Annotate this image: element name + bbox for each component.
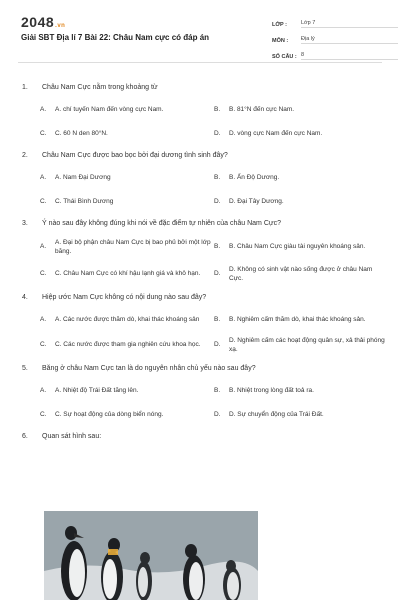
logo-sub: .vn <box>55 23 66 29</box>
question-5 <box>18 364 382 432</box>
option-text: B. 81°N đến cực Nam. <box>229 105 295 113</box>
option-letter: D. <box>214 129 221 137</box>
option-a[interactable] <box>40 103 212 117</box>
option-a[interactable] <box>40 384 212 398</box>
question-number: 6. <box>22 433 28 440</box>
option-b[interactable] <box>214 239 386 256</box>
option-d[interactable] <box>214 195 386 209</box>
meta-label: MÔN : <box>272 38 289 44</box>
option-c[interactable] <box>40 337 212 354</box>
meta-value: Địa lý <box>301 36 398 44</box>
page-header <box>18 0 382 63</box>
option-text: C. Sự hoạt động của dòng biển nóng. <box>55 410 164 418</box>
question-text: Băng ở châu Nam Cực tan là do nguyên nhân chủ yếu nào sau đây? <box>42 365 256 372</box>
option-letter: C. <box>40 129 47 137</box>
question-3 <box>18 219 382 293</box>
question-text: Quan sát hình sau: <box>42 433 102 440</box>
option-letter: B. <box>214 315 221 323</box>
option-text: A. Đại bộ phận châu Nam Cực bị bao phủ bởi một lớp băng. <box>55 239 211 255</box>
option-text: A. Nhiệt độ Trái Đất tăng lên. <box>55 386 139 394</box>
option-text: C. Châu Nam Cực có khí hậu lạnh giá và khô hạn. <box>55 270 201 278</box>
penguin-photo-image <box>44 511 258 600</box>
question-number: 4. <box>22 294 28 301</box>
option-letter: D. <box>214 270 221 278</box>
question-1 <box>18 83 382 151</box>
options-grid <box>18 239 382 293</box>
option-letter: C. <box>40 341 47 349</box>
option-c[interactable] <box>40 408 212 422</box>
question-2 <box>18 151 382 219</box>
question-4 <box>18 293 385 364</box>
option-c[interactable] <box>40 195 212 209</box>
option-a[interactable] <box>40 313 212 327</box>
option-letter: A. <box>40 243 47 251</box>
question-text: Ý nào sau đây không đúng khi nói về đặc điểm tự nhiên của châu Nam Cực? <box>42 220 281 227</box>
meta-label: SỐ CÂU : <box>272 54 297 60</box>
option-b[interactable] <box>214 384 386 398</box>
option-b[interactable] <box>214 103 386 117</box>
option-letter: D. <box>214 341 221 349</box>
penguin-photo <box>44 511 258 600</box>
option-text: C. Các nước được tham gia nghiên cứu khoa học. <box>55 341 201 349</box>
question-stem <box>18 83 382 93</box>
question-number: 5. <box>22 365 28 372</box>
option-text: C. Thái Bình Dương <box>55 197 114 205</box>
options-grid <box>18 171 382 219</box>
logo-main: 2048 <box>21 14 55 30</box>
option-b[interactable] <box>214 313 386 327</box>
option-letter: B. <box>214 105 221 113</box>
question-text: Châu Nam Cực được bao bọc bởi đại dương tình sinh đây? <box>42 152 228 159</box>
question-stem <box>18 364 382 374</box>
site-logo[interactable] <box>21 14 65 30</box>
question-list <box>18 63 385 442</box>
option-a[interactable] <box>40 171 212 185</box>
option-text: A. chí tuyến Nam đến vòng cực Nam. <box>55 105 164 113</box>
options-grid <box>18 103 382 151</box>
question-number: 2. <box>22 152 28 159</box>
option-d[interactable] <box>214 337 386 354</box>
option-text: D. Không có sinh vật nào sống được ở châu Nam Cực. <box>229 266 373 282</box>
option-d[interactable] <box>214 127 386 141</box>
meta-value: Lớp 7 <box>301 20 398 28</box>
question-stem <box>18 151 382 161</box>
option-letter: A. <box>40 386 47 394</box>
question-6 <box>18 432 382 442</box>
question-number: 1. <box>22 84 28 91</box>
option-letter: B. <box>214 386 221 394</box>
option-letter: C. <box>40 410 47 418</box>
option-letter: A. <box>40 173 47 181</box>
option-c[interactable] <box>40 266 212 283</box>
option-text: D. vòng cực Nam đến cực Nam. <box>229 129 323 137</box>
option-text: A. Các nước được thăm dò, khai thác khoáng sản <box>55 315 200 323</box>
option-text: B. Ấn Độ Dương. <box>229 173 280 181</box>
option-text: B. Châu Nam Cực giàu tài nguyên khoáng sản. <box>229 243 366 251</box>
meta-value: 8 <box>301 52 398 60</box>
meta-info <box>272 14 398 62</box>
meta-row-class <box>272 14 398 28</box>
option-a[interactable] <box>40 239 212 256</box>
option-text: A. Nam Đại Dương <box>55 173 111 181</box>
option-c[interactable] <box>40 127 212 141</box>
option-letter: D. <box>214 197 221 205</box>
question-stem <box>18 219 382 229</box>
option-letter: B. <box>214 173 221 181</box>
option-text: D. Nghiêm cấm các hoạt động quân sự, xả thải phóng xạ. <box>229 337 385 353</box>
option-d[interactable] <box>214 408 386 422</box>
document-title: Giải SBT Địa lí 7 Bài 22: Châu Nam cực có đáp án <box>21 33 210 42</box>
question-stem <box>18 432 382 442</box>
meta-row-subject <box>272 30 398 44</box>
option-b[interactable] <box>214 171 386 185</box>
option-text: C. 60 N den 80°N. <box>55 129 108 137</box>
question-stem <box>18 293 382 303</box>
option-text: D. Đại Tây Dương. <box>229 197 284 205</box>
option-text: D. Sự chuyển động của Trái Đất. <box>229 410 324 418</box>
question-text: Hiệp ước Nam Cực không có nội dung nào sau đây? <box>42 294 207 301</box>
option-letter: D. <box>214 410 221 418</box>
options-grid <box>18 313 385 364</box>
option-text: B. Nhiệt trong lòng đất toả ra. <box>229 386 314 394</box>
option-letter: C. <box>40 270 47 278</box>
options-grid <box>18 384 382 432</box>
option-d[interactable] <box>214 266 386 283</box>
option-letter: A. <box>40 315 47 323</box>
meta-label: LỚP : <box>272 22 287 28</box>
meta-row-count <box>272 46 398 60</box>
option-text: B. Nghiêm cấm thăm dò, khai thác khoáng sản. <box>229 315 366 323</box>
option-letter: B. <box>214 243 221 251</box>
question-text: Châu Nam Cực nằm trong khoảng từ <box>42 84 158 91</box>
option-letter: A. <box>40 105 47 113</box>
question-number: 3. <box>22 220 28 227</box>
option-letter: C. <box>40 197 47 205</box>
